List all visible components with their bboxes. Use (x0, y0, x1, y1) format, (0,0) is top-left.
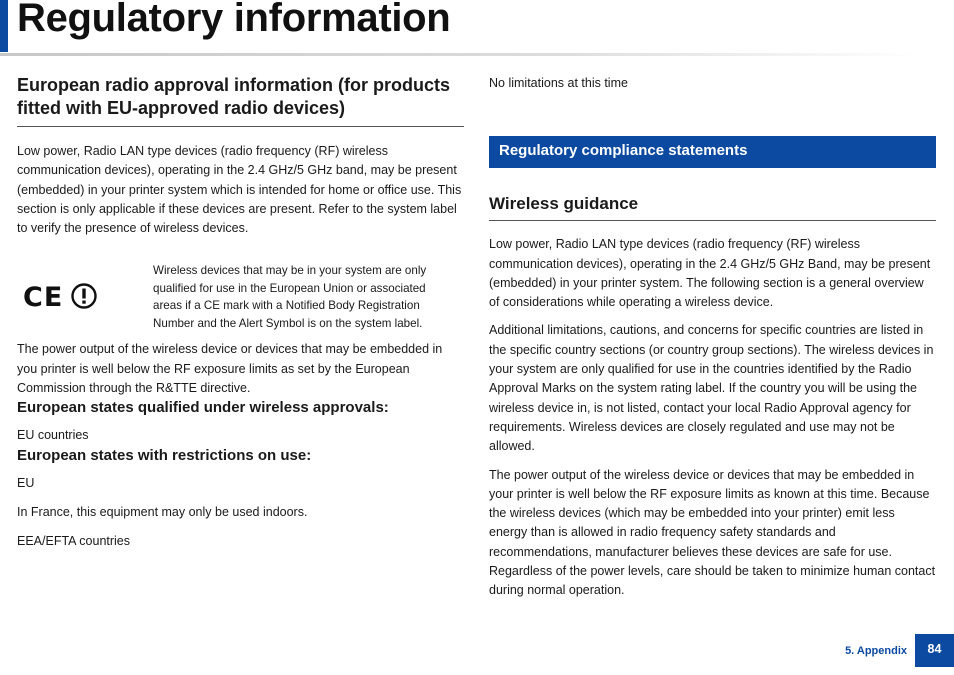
wireless-para-1: Low power, Radio LAN type devices (radio frequency (RF) wireless communication devices), operating in the 2.4 GHz/5 GHz Band, may be present (embedded) in your printer system. The following section is a general overview of considerations while operating a wireless device. (489, 237, 931, 310)
restriction-france: In France, this equipment may only be used indoors. (17, 504, 308, 519)
restricted-states-heading: European states with restrictions on use: (17, 446, 312, 464)
wireless-para-2: Additional limitations, cautions, and concerns for specific countries are listed in the specific country sections (or country group sections). The wireless devices in your system are only qualified for use in the countries identified by the Radio Approval Marks on the system rating label. If the country you will be using the wireless device in, is not listed, contact your local Radio Approval agency for requirements. Wireless devices are closely regulated and use may not be allowed. (489, 323, 934, 454)
compliance-statements-banner: Regulatory compliance statements (489, 136, 936, 168)
eu-radio-approval-heading: European radio approval information (for products fitted with EU-approved radio devices) (17, 74, 464, 127)
qualified-states-heading: European states qualified under wireless approvals: (17, 399, 389, 417)
no-limitations-text: No limitations at this time (489, 76, 628, 90)
ce-mark-note: Wireless devices that may be in your system are only qualified for use in the European Union or associated areas if a CE mark with a Notified Body Registration Number and the Alert Symbol is on the system label. (153, 264, 427, 330)
ce-alert-logo (17, 262, 153, 330)
page-number-badge: 84 (915, 634, 954, 667)
alert-symbol-icon (70, 282, 98, 310)
page-title: Regulatory information (17, 0, 451, 40)
ce-mark-section (17, 262, 464, 332)
wireless-guidance-heading: Wireless guidance (489, 193, 936, 221)
title-divider (0, 53, 920, 56)
title-accent-bar (0, 0, 8, 52)
footer-section-label: 5. Appendix (845, 645, 907, 657)
restriction-eea-efta: EEA/EFTA countries (17, 534, 131, 549)
restriction-eu: EU (17, 475, 35, 490)
qualified-states-value: EU countries (17, 428, 89, 443)
svg-text:CE: CE (23, 282, 64, 312)
wireless-para-3: The power output of the wireless device or devices that may be embedded in your printer is well below the RF exposure limits as known at this time. Because the wireless devices (which may be embedded into your printer) emit less energy than is allowed in radio frequency safety standards and recommendations, manufacturer believes these devices are safe for use. Regardless of the power levels, care should be taken to minimize human contact during normal operation. (489, 467, 936, 598)
power-output-text: The power output of the wireless device or devices that may be embedded in you printer is well below the RF exposure limits as set by the European Commission through the R&TTE directive. (17, 342, 443, 396)
right-column (489, 74, 936, 601)
eu-radio-intro: Low power, Radio LAN type devices (radio frequency (RF) wireless communication devices), operating in the 2.4 GHz/5 GHz band, may be present (embedded) in your printer system which is intended for home or office use. This section is only applicable if these devices are present. Refer to the system label to verify the presence of wireless devices. (17, 144, 462, 236)
left-column (17, 74, 464, 552)
